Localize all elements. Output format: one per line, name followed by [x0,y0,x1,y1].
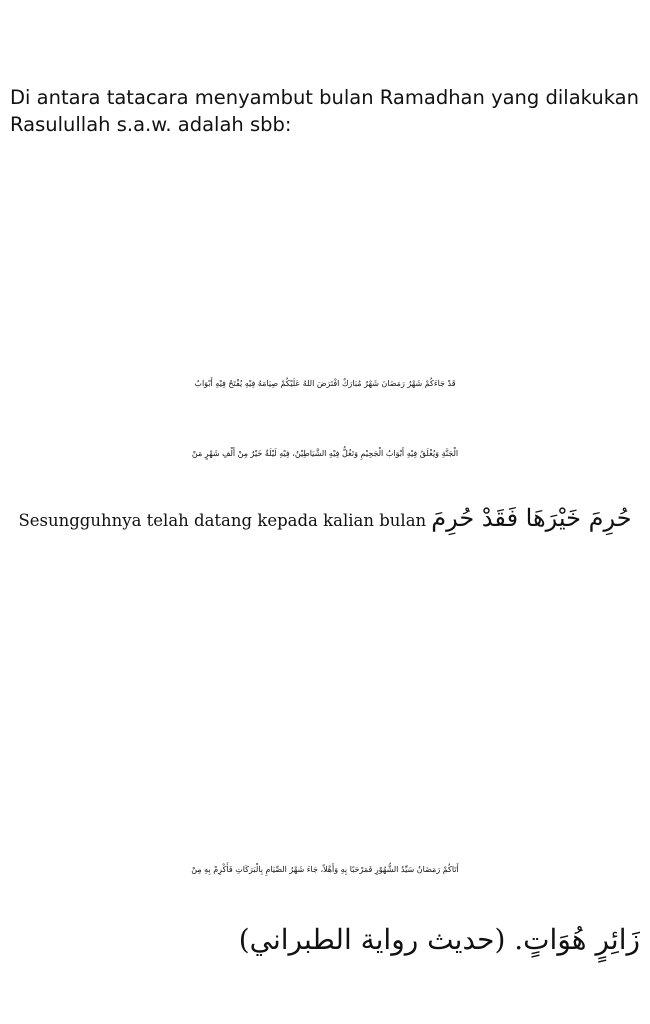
hadith-1-arabic-line-1: قَدْ جَاءَكُمْ شَهْرُ رَمَضَانَ شَهْرٌ مُبَارَكٌ افْتَرَضَ اللهُ عَلَيْكُمْ صِيَامَهُ فِيْهِ يُفْتَحُ فِيْهِ أَبْوَابُ [194,379,456,388]
intro-line-2: Rasulullah s.a.w. adalah sbb: [10,113,292,136]
hadith-2-arabic-line-2: زَائِرٍ هُوَاتٍ. (حديث رواية الطبراني) [238,923,640,956]
hadith-1-translation-end [0,713,650,735]
translation-line [0,673,650,695]
point-2-line [0,272,650,299]
hadith-1-translation-start [0,504,650,532]
translation-line [0,629,650,651]
point-2-line [0,299,650,326]
point-3-line [0,763,650,790]
point-3 [0,763,650,844]
translation-line [0,585,650,607]
point-2-line [0,326,650,353]
translation-end-text [0,713,650,735]
inline-arabic-text: حُرِمَ خَيْرَهَا فَقَدْ حُرِمَ [431,504,632,532]
translation-line [0,651,650,673]
hadith-2-arabic-line-1: أَتَاكُمْ رَمَضَانُ سَيِّدُ الشُّهُوْرِ فَمَرْحَبًا بِهِ وَأَهْلاً، جَاءَ شَهْرُ الصِّيَامِ بِالْبَرَكَاتِ فَأَكْرِمْ بِهِ مِنْ [191,865,459,874]
point-1-text [0,164,650,191]
translation-line [0,563,650,585]
point-2 [0,218,650,353]
intro-line-1: Di antara tatacara menyambut bulan Ramadhan yang dilakukan [10,86,639,109]
intro-paragraph [10,84,640,138]
point-3-line [0,790,650,817]
point-1 [0,164,650,191]
translation-start-text: Sesungguhnya telah datang kepada kalian bulan [18,511,427,530]
point-2-line [0,245,650,272]
hadith-1-arabic-line-2: الْجَنَّةِ وَيُغْلَقُ فِيْهِ أَبْوَابُ الْجَحِيْمِ وَتَغُلُّ فِيْهِ الشَّيَاطِيْنُ، فِيْهِ لَيْلَةٌ خَيْرٌ مِنْ أَلْفِ شَهْرٍ مَنْ [191,449,459,458]
translation-line [0,607,650,629]
point-2-line [0,218,650,245]
hadith-1-translation [0,563,650,695]
point-3-line [0,817,650,844]
